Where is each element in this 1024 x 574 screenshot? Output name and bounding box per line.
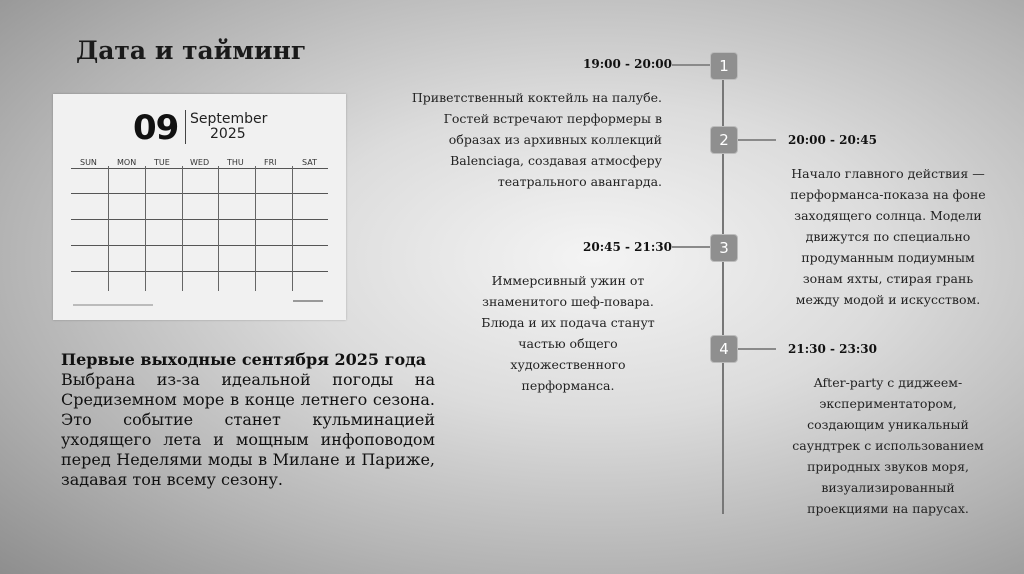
timeline-node-1: 1: [710, 52, 738, 80]
calendar-grid-line: [182, 166, 183, 291]
weekday-label: SUN: [80, 158, 97, 167]
calendar-month-name: September: [190, 111, 268, 127]
calendar-day: 09: [133, 108, 179, 148]
calendar-grid-line: [71, 219, 328, 220]
calendar-year: 2025: [210, 126, 246, 142]
timeline-node-3: 3: [710, 234, 738, 262]
calendar-grid-line: [71, 245, 328, 246]
timeline-text-4: After-party с диджеем-экспериментатором, создающим уникальный саундтрек с использованием природных звуков моря, визуализированный проекциями на парусах.: [792, 375, 984, 516]
timeline-connector: [738, 139, 776, 141]
intro-text: Выбрана из-за идеальной погоды на Средиземном море в конце летнего сезона. Это событие станет кульминацией уходящего лета и мощным инфоповодом перед Неделями моды в Милане и Париже, задавая тон всему сезону.: [61, 370, 435, 489]
timeline-node-2: 2: [710, 126, 738, 154]
calendar-grid-line: [71, 168, 328, 169]
weekday-label: FRI: [264, 158, 277, 167]
calendar-month: [190, 112, 267, 142]
intro-heading: Первые выходные сентября 2025 года: [61, 350, 427, 369]
intro-block: [61, 350, 435, 490]
weekday-label: TUE: [154, 158, 170, 167]
weekday-label: MON: [117, 158, 137, 167]
calendar-grid-line: [71, 193, 328, 194]
weekday-label: THU: [227, 158, 244, 167]
timeline-text-1: Приветственный коктейль на палубе. Гостей встречают перформеры в образах из архивных коллекций Balenciaga, создавая атмосферу театрального авангарда.: [411, 90, 662, 189]
timeline-text-3: Иммерсивный ужин от знаменитого шеф-повара. Блюда и их подача станут частью общего художественного перформанса.: [481, 273, 655, 393]
timeline-time-1: 19:00 - 20:00: [583, 57, 672, 71]
timeline-time-2: 20:00 - 20:45: [788, 133, 877, 147]
timeline-connector: [672, 246, 710, 248]
timeline-node-4: 4: [710, 335, 738, 363]
calendar-grid-line: [71, 271, 328, 272]
calendar-grid-line: [145, 166, 146, 291]
calendar-grid-line: [108, 166, 109, 291]
calendar-footer-scribble: [73, 304, 153, 306]
calendar-divider: [185, 110, 186, 144]
calendar-grid-line: [292, 166, 293, 291]
calendar-image: [53, 94, 346, 320]
calendar-grid-line: [255, 166, 256, 291]
weekday-label: WED: [190, 158, 210, 167]
weekday-label: SAT: [302, 158, 317, 167]
calendar-signature: [293, 300, 323, 302]
page-title: Дата и тайминг: [76, 36, 307, 65]
timeline-text-2: Начало главного действия — перформанса-показа на фоне заходящего солнца. Модели движутся по специально продуманным подиумным зонам яхты, стирая грань между модой и искусством.: [790, 166, 986, 307]
timeline-connector: [738, 348, 776, 350]
timeline-time-3: 20:45 - 21:30: [583, 240, 672, 254]
timeline-time-4: 21:30 - 23:30: [788, 342, 877, 356]
timeline-connector: [672, 64, 710, 66]
calendar-grid-line: [218, 166, 219, 291]
